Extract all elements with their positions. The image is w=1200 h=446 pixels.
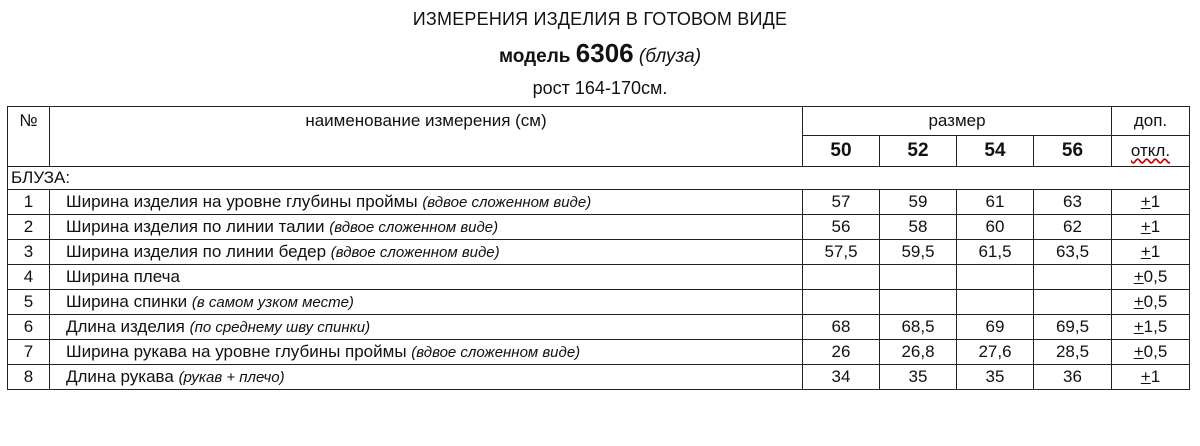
table-row [8,315,1190,340]
value-size-56: 69,5 [1034,315,1112,340]
measurement-name: Длина изделия [66,317,185,336]
table-row [8,340,1190,365]
table-row [8,290,1190,315]
value-size-52: 26,8 [880,340,957,365]
measurement-name: Ширина плеча [66,267,180,286]
deviation-cell [1112,315,1190,340]
model-number: 6306 [575,38,634,68]
value-size-50 [803,265,880,290]
col-dev-header-2 [1112,136,1190,167]
row-number: 8 [8,365,50,390]
size-header-52: 52 [880,136,957,167]
value-size-52 [880,265,957,290]
table-row [8,365,1190,390]
table-row [8,215,1190,240]
size-header-54: 54 [957,136,1034,167]
value-size-52: 58 [880,215,957,240]
deviation-cell [1112,215,1190,240]
value-size-50 [803,290,880,315]
value-size-54: 35 [957,365,1034,390]
section-label: БЛУЗА: [8,167,1190,190]
deviation-cell [1112,265,1190,290]
row-name-cell [50,340,803,365]
value-size-56: 28,5 [1034,340,1112,365]
deviation-sign: + [1133,317,1144,336]
header-row-1 [8,107,1190,136]
value-size-50: 57,5 [803,240,880,265]
value-size-54 [957,265,1034,290]
deviation-value: 1 [1150,217,1161,236]
measurement-note: (вдвое сложенном виде) [329,219,499,236]
value-size-50: 56 [803,215,880,240]
value-size-54: 61 [957,190,1034,215]
measurement-name: Ширина спинки [66,292,188,311]
value-size-54 [957,290,1034,315]
col-no-header: № [8,107,50,167]
deviation-value: 1 [1150,242,1161,261]
value-size-56: 63 [1034,190,1112,215]
col-dev-header-1: доп. [1112,107,1190,136]
deviation-value: 0,5 [1143,292,1168,311]
measurement-note: (по среднему шву спинки) [189,319,371,336]
row-number: 3 [8,240,50,265]
row-name-cell [50,290,803,315]
deviation-sign: + [1133,342,1144,361]
row-name-cell [50,240,803,265]
col-size-header: размер [803,107,1112,136]
value-size-52: 59,5 [880,240,957,265]
model-label: модель [498,46,571,67]
section-row [8,167,1190,190]
deviation-value: 1 [1150,367,1161,386]
deviation-sign: + [1140,217,1151,236]
deviation-cell [1112,190,1190,215]
col-name-header: наименование измерения (см) [50,107,803,167]
deviation-cell [1112,290,1190,315]
value-size-54: 61,5 [957,240,1034,265]
value-size-54: 69 [957,315,1034,340]
measurement-name: Ширина изделия по линии талии [66,217,325,236]
measurement-name: Ширина изделия на уровне глубины проймы [66,192,418,211]
row-name-cell [50,365,803,390]
deviation-cell [1112,365,1190,390]
value-size-50: 34 [803,365,880,390]
value-size-54: 60 [957,215,1034,240]
row-number: 7 [8,340,50,365]
document-title: ИЗМЕРЕНИЯ ИЗДЕЛИЯ В ГОТОВОМ ВИДЕ [412,9,788,29]
measurement-note: (вдвое сложенном виде) [330,244,500,261]
row-number: 5 [8,290,50,315]
measurement-name: Ширина рукава на уровне глубины проймы [66,342,407,361]
measurement-note: (вдвое сложенном виде) [411,344,581,361]
value-size-56: 63,5 [1034,240,1112,265]
row-name-cell [50,190,803,215]
value-size-50: 26 [803,340,880,365]
deviation-value: 1,5 [1143,317,1168,336]
value-size-52: 68,5 [880,315,957,340]
value-size-52 [880,290,957,315]
row-number: 4 [8,265,50,290]
deviation-value: 1 [1150,192,1161,211]
value-size-56: 36 [1034,365,1112,390]
row-name-cell [50,215,803,240]
deviation-sign: + [1140,367,1151,386]
value-size-56: 62 [1034,215,1112,240]
row-name-cell [50,265,803,290]
deviation-sign: + [1133,267,1144,286]
value-size-56 [1034,265,1112,290]
value-size-52: 35 [880,365,957,390]
deviation-value: 0,5 [1143,267,1168,286]
measurement-note: (в самом узком месте) [191,294,354,311]
measurement-name: Ширина изделия по линии бедер [66,242,327,261]
table-row [8,190,1190,215]
size-header-56: 56 [1034,136,1112,167]
value-size-52: 59 [880,190,957,215]
measurement-note: (вдвое сложенном виде) [422,194,592,211]
measurement-note: (рукав + плечо) [178,369,285,386]
size-header-50: 50 [803,136,880,167]
model-line [0,38,1200,69]
deviation-value: 0,5 [1143,342,1168,361]
measurement-name: Длина рукава [66,367,174,386]
row-number: 6 [8,315,50,340]
table-row [8,240,1190,265]
row-number: 2 [8,215,50,240]
col-dev-header-2-text: откл. [1130,141,1171,160]
deviation-cell [1112,340,1190,365]
deviation-sign: + [1133,292,1144,311]
deviation-cell [1112,240,1190,265]
model-kind: (блуза) [638,46,702,67]
row-number: 1 [8,190,50,215]
value-size-50: 57 [803,190,880,215]
deviation-sign: + [1140,192,1151,211]
deviation-sign: + [1140,242,1151,261]
measurements-table [7,106,1190,390]
value-size-54: 27,6 [957,340,1034,365]
value-size-56 [1034,290,1112,315]
table-row [8,265,1190,290]
height-line: рост 164-170см. [532,78,668,98]
value-size-50: 68 [803,315,880,340]
row-name-cell [50,315,803,340]
